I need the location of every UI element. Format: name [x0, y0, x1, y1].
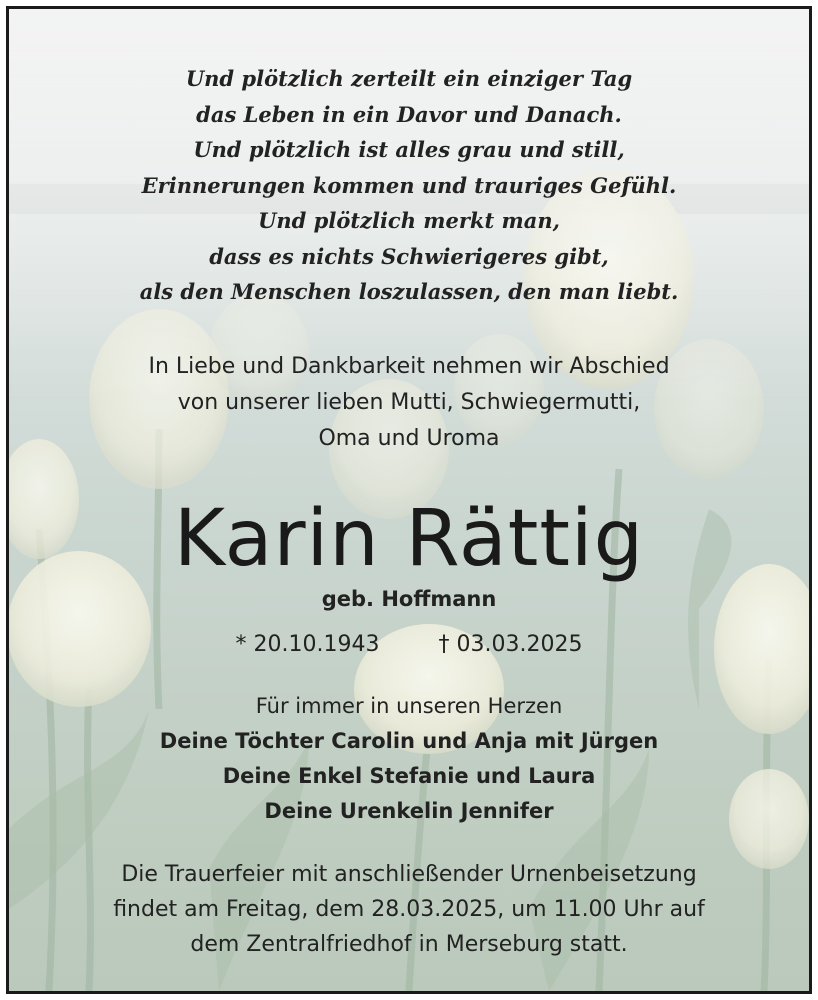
farewell-intro	[9, 349, 809, 457]
deceased-name: Karin Rättig	[173, 494, 645, 584]
life-dates	[9, 629, 809, 661]
death-date: † 03.03.2025	[438, 632, 583, 657]
intro-line: von unserer lieben Mutti, Schwiegermutti,	[177, 390, 641, 415]
obituary-frame	[6, 6, 812, 994]
birth-date: * 20.10.1943	[235, 632, 380, 657]
obituary-content	[9, 9, 809, 991]
family-heading: Für immer in unseren Herzen	[255, 694, 563, 718]
maiden-name: geb. Hoffmann	[321, 587, 497, 611]
poem-line: als den Menschen loszulassen, den man liebt.	[139, 279, 679, 304]
funeral-info	[9, 857, 809, 962]
poem-block	[9, 61, 809, 310]
poem-line: Und plötzlich ist alles grau und still,	[193, 137, 625, 162]
poem-line: dass es nichts Schwierigeres gibt,	[209, 243, 609, 269]
funeral-line: Die Trauerfeier mit anschließender Urnenbeisetzung	[121, 862, 697, 887]
poem-line: das Leben in ein Davor und Danach.	[196, 101, 622, 127]
family-line: Deine Töchter Carolin und Anja mit Jürgen	[159, 729, 659, 753]
poem-line: Und plötzlich merkt man,	[258, 208, 560, 233]
intro-line: Oma und Uroma	[318, 426, 500, 451]
intro-line: In Liebe und Dankbarkeit nehmen wir Abschied	[148, 354, 670, 379]
funeral-line: dem Zentralfriedhof in Merseburg statt.	[190, 932, 628, 957]
family-line: Deine Enkel Stefanie und Laura	[222, 764, 596, 788]
family-line: Deine Urenkelin Jennifer	[264, 799, 554, 823]
poem-line: Und plötzlich zerteilt ein einziger Tag	[185, 66, 633, 91]
funeral-line: findet am Freitag, dem 28.03.2025, um 11.00 Uhr auf	[113, 897, 705, 922]
poem-line: Erinnerungen kommen und trauriges Gefühl.	[141, 172, 677, 198]
family-block	[9, 689, 809, 829]
